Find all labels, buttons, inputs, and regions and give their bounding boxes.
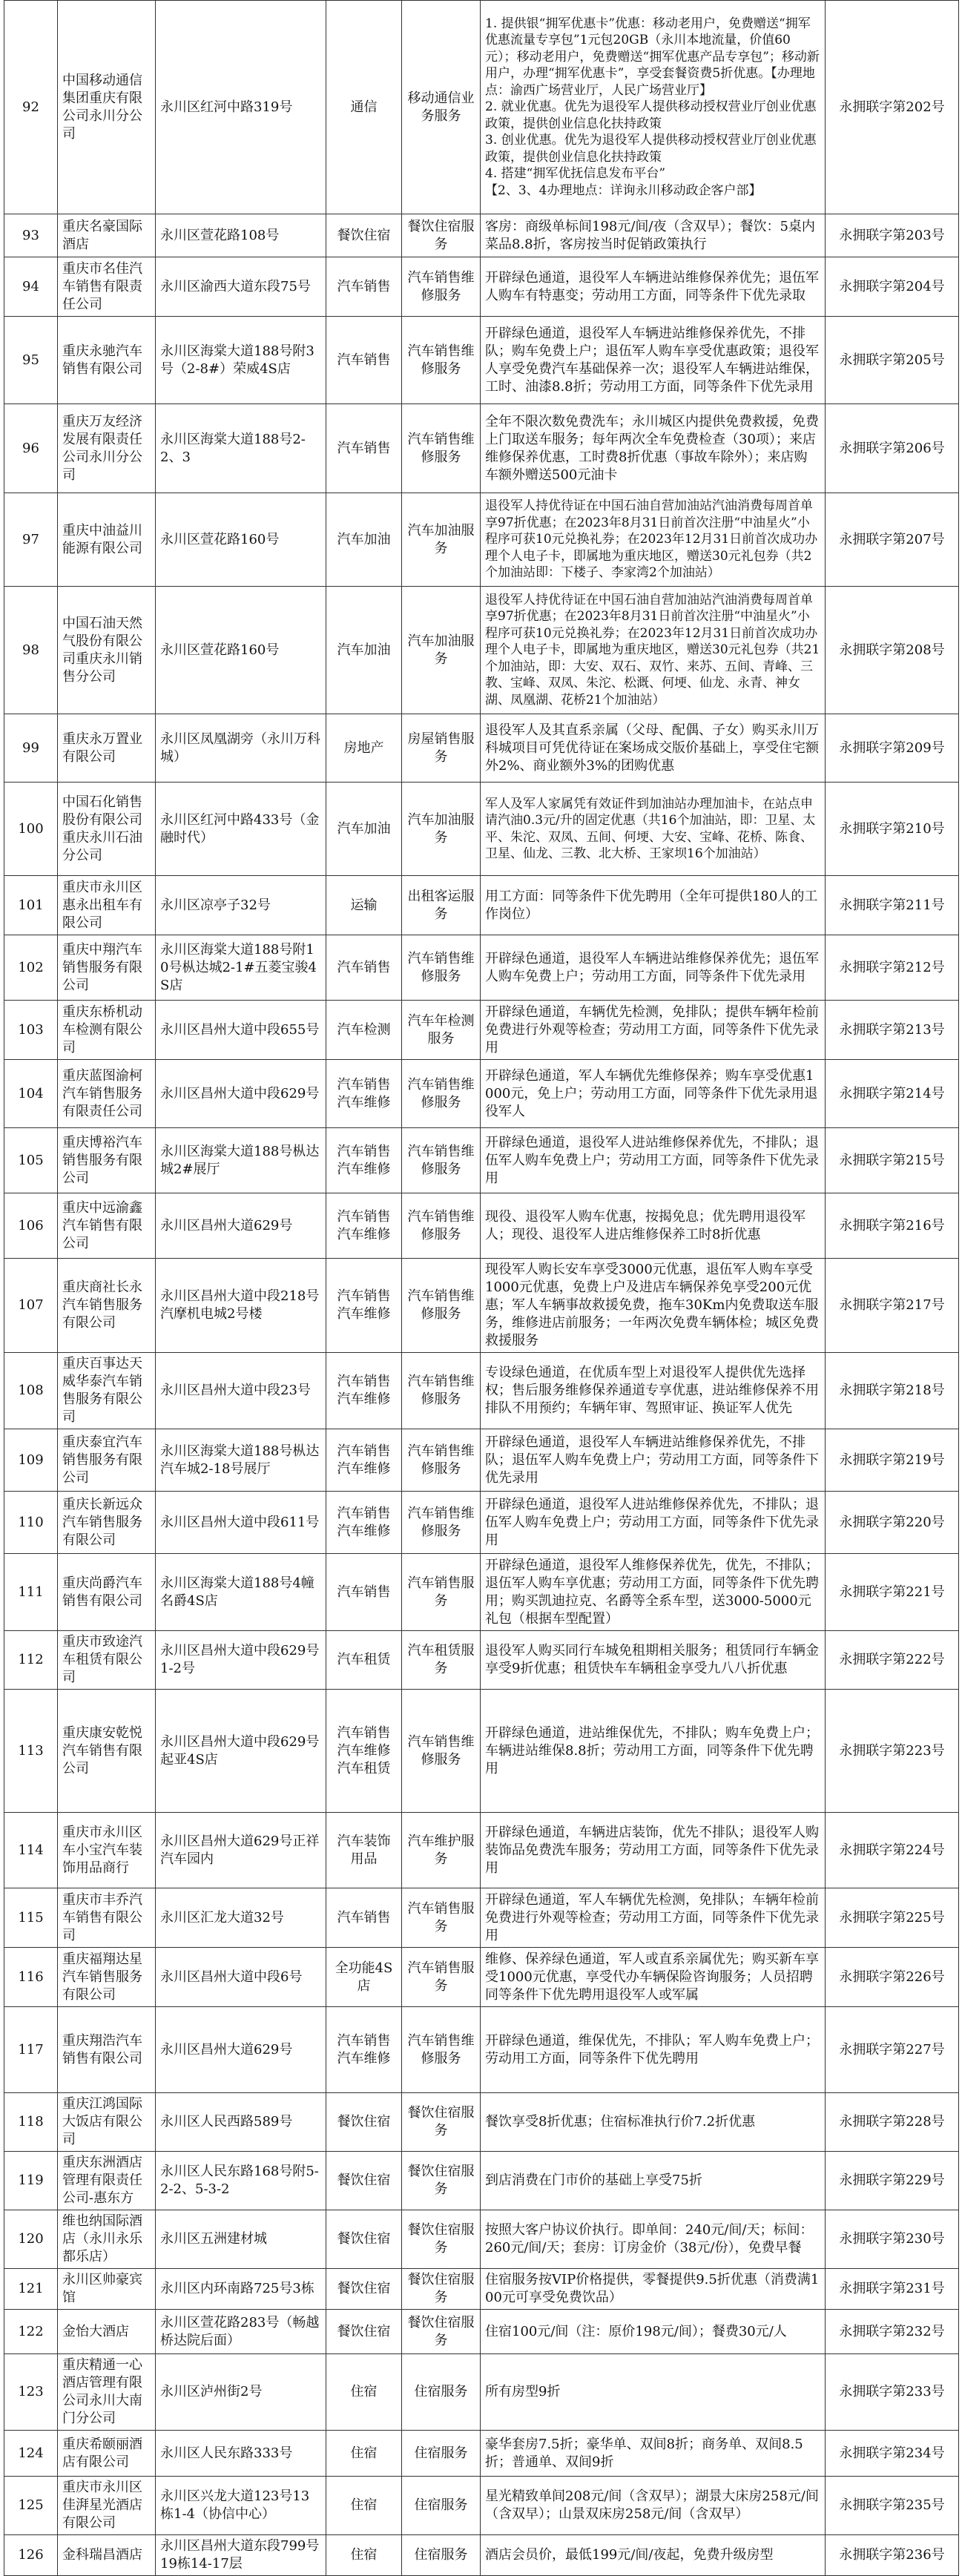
business-scope: 住宿服务 <box>402 2431 481 2477</box>
business-scope: 汽车加油服务 <box>402 493 481 587</box>
row-number: 94 <box>4 257 58 317</box>
preferential-content: 开辟绿色通道，进站维保优先，不排队；购车免费上户；车辆进站维保8.8折；劳动用工方面，同等条件下优先聘用 <box>481 1690 826 1813</box>
business-scope: 汽车销售维修服务 <box>402 1259 481 1353</box>
merchant-address: 永川区红河中路433号（金融时代） <box>156 783 326 876</box>
industry-category: 汽车加油 <box>326 587 402 714</box>
merchant-address: 永川区萱花路283号（畅越桥达院后面） <box>156 2310 326 2354</box>
merchant-name: 重庆翔浩汽车销售有限公司 <box>58 2007 156 2093</box>
table-row <box>4 404 959 493</box>
business-scope: 房屋销售服务 <box>402 714 481 783</box>
row-number: 123 <box>4 2354 58 2431</box>
merchant-address: 永川区海棠大道188号4幢名爵4S店 <box>156 1554 326 1631</box>
row-number: 102 <box>4 935 58 1001</box>
row-number: 125 <box>4 2477 58 2535</box>
alliance-code: 永拥联字第228号 <box>826 2093 959 2152</box>
merchant-address: 永川区昌州大道中段218号汽摩机电城2号楼 <box>156 1259 326 1353</box>
merchant-name: 重庆中翔汽车销售服务有限公司 <box>58 935 156 1001</box>
alliance-code: 永拥联字第217号 <box>826 1259 959 1353</box>
merchant-address: 永川区兴龙大道123号13栋1-4（协信中心） <box>156 2477 326 2535</box>
table-row <box>4 214 959 257</box>
table-row <box>4 1193 959 1259</box>
business-scope: 汽车销售维修服务 <box>402 1492 481 1554</box>
merchant-name: 重庆东洲酒店管理有限责任公司-惠东方 <box>58 2152 156 2210</box>
industry-category: 运输 <box>326 876 402 935</box>
merchant-name: 重庆永驰汽车销售有限公司 <box>58 317 156 404</box>
business-scope: 餐饮住宿服务 <box>402 2210 481 2269</box>
merchant-address: 永川区萱花路108号 <box>156 214 326 257</box>
table-row <box>4 2310 959 2354</box>
preferential-content: 开辟绿色通道，维保优先，不排队；军人购车免费上户；劳动用工方面，同等条件下优先聘用 <box>481 2007 826 2093</box>
alliance-code: 永拥联字第215号 <box>826 1128 959 1193</box>
merchant-name: 重庆长新远众汽车销售服务有限公司 <box>58 1492 156 1554</box>
row-number: 109 <box>4 1429 58 1492</box>
table-row <box>4 1888 959 1948</box>
merchant-address: 永川区渝西大道东段75号 <box>156 257 326 317</box>
merchant-address: 永川区人民东路168号附5-2-2、5-3-2 <box>156 2152 326 2210</box>
merchant-name: 重庆中远渝鑫汽车销售有限公司 <box>58 1193 156 1259</box>
merchant-name: 重庆永万置业有限公司 <box>58 714 156 783</box>
merchant-address: 永川区萱花路160号 <box>156 493 326 587</box>
preferential-content: 开辟绿色通道，军人车辆优先维修保养；购车享受优惠1000元，免上户；劳动用工方面，同等条件下优先录用退役军人 <box>481 1060 826 1128</box>
table-row <box>4 1813 959 1888</box>
table-row <box>4 1353 959 1429</box>
alliance-code: 永拥联字第225号 <box>826 1888 959 1948</box>
merchant-name: 中国移动通信集团重庆有限公司永川分公司 <box>58 1 156 214</box>
merchant-address: 永川区红河中路319号 <box>156 1 326 214</box>
merchant-table <box>4 0 959 2576</box>
row-number: 120 <box>4 2210 58 2269</box>
merchant-name: 重庆希颐丽酒店有限公司 <box>58 2431 156 2477</box>
table-row <box>4 587 959 714</box>
row-number: 105 <box>4 1128 58 1193</box>
business-scope: 汽车销售维修服务 <box>402 935 481 1001</box>
industry-category: 汽车销售汽车维修 <box>326 1060 402 1128</box>
industry-category: 餐饮住宿 <box>326 2093 402 2152</box>
industry-category: 汽车销售 <box>326 317 402 404</box>
business-scope: 汽车销售维修服务 <box>402 1429 481 1492</box>
merchant-name: 重庆名豪国际酒店 <box>58 214 156 257</box>
row-number: 107 <box>4 1259 58 1353</box>
alliance-code: 永拥联字第233号 <box>826 2354 959 2431</box>
merchant-address: 永川区人民东路333号 <box>156 2431 326 2477</box>
preferential-content: 开辟绿色通道，退役军人进站维修保养优先，不排队；退伍军人购车免费上户；劳动用工方面，同等条件下优先录用 <box>481 1128 826 1193</box>
row-number: 93 <box>4 214 58 257</box>
alliance-code: 永拥联字第224号 <box>826 1813 959 1888</box>
alliance-code: 永拥联字第203号 <box>826 214 959 257</box>
table-row <box>4 2269 959 2310</box>
business-scope: 汽车销售服务 <box>402 1948 481 2007</box>
table-row <box>4 493 959 587</box>
table-row <box>4 1060 959 1128</box>
industry-category: 汽车加油 <box>326 493 402 587</box>
merchant-name: 重庆万友经济发展有限责任公司永川分公司 <box>58 404 156 493</box>
alliance-code: 永拥联字第230号 <box>826 2210 959 2269</box>
table-row <box>4 1 959 214</box>
row-number: 108 <box>4 1353 58 1429</box>
industry-category: 汽车销售汽车维修 <box>326 1492 402 1554</box>
merchant-name: 重庆蓝图渝柯汽车销售服务有限责任公司 <box>58 1060 156 1128</box>
merchant-name: 中国石油天然气股份有限公司重庆永川销售分公司 <box>58 587 156 714</box>
business-scope: 汽车销售维修服务 <box>402 1128 481 1193</box>
row-number: 112 <box>4 1631 58 1690</box>
alliance-code: 永拥联字第202号 <box>826 1 959 214</box>
industry-category: 汽车装饰用品 <box>326 1813 402 1888</box>
merchant-name: 重庆市致途汽车租赁有限公司 <box>58 1631 156 1690</box>
preferential-content: 星光精致单间208元/间（含双早）；湖景大床房258元/间（含双早）；山景双床房258元/间（含双早） <box>481 2477 826 2535</box>
row-number: 92 <box>4 1 58 214</box>
preferential-content: 退役军人及其直系亲属（父母、配偶、子女）购买永川万科城项目可凭优待证在案场成交版价基础上，享受住宅额外2%、商业额外3%的团购优惠 <box>481 714 826 783</box>
industry-category: 餐饮住宿 <box>326 2152 402 2210</box>
industry-category: 汽车销售汽车维修 <box>326 1259 402 1353</box>
row-number: 114 <box>4 1813 58 1888</box>
merchant-name: 重庆博裕汽车销售服务有限公司 <box>58 1128 156 1193</box>
merchant-address: 永川区海棠大道188号附10号枞达城2-1#五菱宝骏4S店 <box>156 935 326 1001</box>
merchant-address: 永川区凤凰湖旁（永川万科城） <box>156 714 326 783</box>
merchant-address: 永川区昌州大道东段799号19栋14-17层 <box>156 2535 326 2576</box>
row-number: 100 <box>4 783 58 876</box>
preferential-content: 退役军人购买同行车城免租期相关服务；租赁同行车辆金享受9折优惠；租赁快车车辆租金享受九八八折优惠 <box>481 1631 826 1690</box>
table-row <box>4 1554 959 1631</box>
table-row <box>4 1429 959 1492</box>
alliance-code: 永拥联字第204号 <box>826 257 959 317</box>
industry-category: 餐饮住宿 <box>326 2310 402 2354</box>
row-number: 119 <box>4 2152 58 2210</box>
table-row <box>4 2210 959 2269</box>
merchant-address: 永川区昌州大道中段629号 <box>156 1060 326 1128</box>
preferential-content: 客房：商级单标间198元/间/夜（含双早）；餐饮：5桌内菜品8.8折，客房按当时促销政策执行 <box>481 214 826 257</box>
preferential-content: 开辟绿色通道，退役军人车辆进站维修保养优先，不排队；购车免费上户；退伍军人购车享受优惠政策；退役军人享受免费汽车基础保养一次；退役军人车辆进站维保，工时、油漆8.8折；劳动用工方面，同等条件下优先录用 <box>481 317 826 404</box>
alliance-code: 永拥联字第209号 <box>826 714 959 783</box>
table-row <box>4 2535 959 2576</box>
alliance-code: 永拥联字第207号 <box>826 493 959 587</box>
business-scope: 汽车销售维修服务 <box>402 1060 481 1128</box>
preferential-content: 1. 提供银“拥军优惠卡”优惠：移动老用户，免费赠送“拥军优惠流量专享包”1元包20GB（永川本地流量，价值60元）；移动老用户，免费赠送“拥军优惠产品专享包”；移动新用户，办理“拥军优惠卡”，享受套餐资费5折优惠。【办理地点：渝西广场营业厅，人民广场营业厅】 2. 就业优惠。优先为退役军人提供移动授权营业厅创业优惠政策，提供创业信息化扶持政策 3. 创业优惠。优先为退役军人提供移动授权营业厅创业优惠政策，提供创业信息化扶持政策 4. 搭建“拥军优抚信息发布平台” 【2、3、4办理地点：详询永川移动政企客户部】 <box>481 1 826 214</box>
merchant-name: 重庆福翔达星汽车销售服务有限公司 <box>58 1948 156 2007</box>
business-scope: 餐饮住宿服务 <box>402 214 481 257</box>
merchant-address: 永川区昌州大道中段611号 <box>156 1492 326 1554</box>
alliance-code: 永拥联字第231号 <box>826 2269 959 2310</box>
industry-category: 汽车销售 <box>326 1554 402 1631</box>
merchant-address: 永川区昌州大道中段655号 <box>156 1001 326 1060</box>
industry-category: 餐饮住宿 <box>326 214 402 257</box>
row-number: 118 <box>4 2093 58 2152</box>
merchant-name: 永川区帅豪宾馆 <box>58 2269 156 2310</box>
merchant-address: 永川区昌州大道629号正祥汽车园内 <box>156 1813 326 1888</box>
alliance-code: 永拥联字第229号 <box>826 2152 959 2210</box>
industry-category: 餐饮住宿 <box>326 2210 402 2269</box>
table-row <box>4 2152 959 2210</box>
industry-category: 餐饮住宿 <box>326 2269 402 2310</box>
merchant-name: 重庆东桥机动车检测有限公司 <box>58 1001 156 1060</box>
preferential-content: 开辟绿色通道，退役军人车辆进站维修保养优先；退伍军人购车有特惠变；劳动用工方面，同等条件下优先录取 <box>481 257 826 317</box>
merchant-name: 重庆泰宜汽车销售服务有限公司 <box>58 1429 156 1492</box>
row-number: 116 <box>4 1948 58 2007</box>
table-row <box>4 1492 959 1554</box>
table-row <box>4 1128 959 1193</box>
merchant-address: 永川区海棠大道188号枞达汽车城2-18号展厅 <box>156 1429 326 1492</box>
industry-category: 房地产 <box>326 714 402 783</box>
merchant-address: 永川区昌州大道中段6号 <box>156 1948 326 2007</box>
row-number: 101 <box>4 876 58 935</box>
preferential-content: 现役军人购长安车享受3000元优惠，退伍军人购车享受1000元优惠，免费上户及进店车辆保养免享受200元优惠；军人车辆事故救援免费，拖车30Km内免费取送车服务，维修进店前服务；一年两次免费车辆体检；城区免费救援服务 <box>481 1259 826 1353</box>
industry-category: 住宿 <box>326 2354 402 2431</box>
merchant-address: 永川区昌州大道中段629号起亚4S店 <box>156 1690 326 1813</box>
table-row <box>4 2007 959 2093</box>
row-number: 115 <box>4 1888 58 1948</box>
alliance-code: 永拥联字第211号 <box>826 876 959 935</box>
alliance-code: 永拥联字第232号 <box>826 2310 959 2354</box>
table-row <box>4 1948 959 2007</box>
merchant-name: 重庆市永川区惠永出租车有限公司 <box>58 876 156 935</box>
industry-category: 汽车销售 <box>326 404 402 493</box>
business-scope: 汽车销售服务 <box>402 1554 481 1631</box>
alliance-code: 永拥联字第222号 <box>826 1631 959 1690</box>
row-number: 126 <box>4 2535 58 2576</box>
merchant-name: 重庆江鸿国际大饭店有限公司 <box>58 2093 156 2152</box>
business-scope: 汽车年检测服务 <box>402 1001 481 1060</box>
alliance-code: 永拥联字第213号 <box>826 1001 959 1060</box>
table-row <box>4 2431 959 2477</box>
preferential-content: 酒店会员价，最低199元/间/夜起，免费升级房型 <box>481 2535 826 2576</box>
preferential-content: 维修、保养绿色通道，军人或直系亲属优先；购买新车享受1000元优惠，享受代办车辆保险咨询服务；人员招聘同等条件下优先聘用退役军人或军属 <box>481 1948 826 2007</box>
merchant-name: 重庆商社长永汽车销售服务有限公司 <box>58 1259 156 1353</box>
business-scope: 汽车销售维修服务 <box>402 1193 481 1259</box>
alliance-code: 永拥联字第223号 <box>826 1690 959 1813</box>
row-number: 124 <box>4 2431 58 2477</box>
preferential-content: 开辟绿色通道，车辆优先检测，免排队；提供车辆年检前免费进行外观等检查；劳动用工方面，同等条件下优先录用 <box>481 1001 826 1060</box>
preferential-content: 全年不限次数免费洗车；永川城区内提供免费救援，免费上门取送车服务；每年两次全车免费检查（30项）；来店维修保养优惠，工时费8折优惠（事故车除外）；来店购车额外赠送500元油卡 <box>481 404 826 493</box>
business-scope: 住宿服务 <box>402 2354 481 2431</box>
alliance-code: 永拥联字第221号 <box>826 1554 959 1631</box>
industry-category: 住宿 <box>326 2477 402 2535</box>
table-row <box>4 1631 959 1690</box>
merchant-address: 永川区凉亭子32号 <box>156 876 326 935</box>
business-scope: 住宿服务 <box>402 2535 481 2576</box>
industry-category: 汽车销售汽车维修 <box>326 1193 402 1259</box>
row-number: 98 <box>4 587 58 714</box>
preferential-content: 开辟绿色通道，车辆进店装饰，优先不排队；退役军人购装饰品免费洗车服务；劳动用工方面，同等条件下优先录用 <box>481 1813 826 1888</box>
alliance-code: 永拥联字第214号 <box>826 1060 959 1128</box>
alliance-code: 永拥联字第216号 <box>826 1193 959 1259</box>
industry-category: 汽车租赁 <box>326 1631 402 1690</box>
preferential-content: 餐饮享受8折优惠；住宿标准执行价7.2折优惠 <box>481 2093 826 2152</box>
industry-category: 通信 <box>326 1 402 214</box>
business-scope: 汽车销售维修服务 <box>402 257 481 317</box>
row-number: 97 <box>4 493 58 587</box>
merchant-name: 重庆中油益川能源有限公司 <box>58 493 156 587</box>
table-row <box>4 317 959 404</box>
business-scope: 移动通信业务服务 <box>402 1 481 214</box>
merchant-address: 永川区昌州大道中段629号1-2号 <box>156 1631 326 1690</box>
alliance-code: 永拥联字第210号 <box>826 783 959 876</box>
preferential-content: 开辟绿色通道，退役军人维修保养优先，优先，不排队；退伍军人购车享优惠；劳动用工方面，同等条件下优先聘用；购买凯迪拉克、名爵等全系车型，送3000-5000元礼包（根据车型配置） <box>481 1554 826 1631</box>
merchant-name: 重庆精通一心酒店管理有限公司永川大南门分公司 <box>58 2354 156 2431</box>
table-row <box>4 2354 959 2431</box>
preferential-content: 开辟绿色通道，军人车辆优先检测，免排队；车辆年检前免费进行外观等检查；劳动用工方面，同等条件下优先录用 <box>481 1888 826 1948</box>
preferential-content: 豪华套房7.5折；豪华单、双间8折；商务单、双间8.5折；普通单、双间9折 <box>481 2431 826 2477</box>
table-row <box>4 1259 959 1353</box>
alliance-code: 永拥联字第227号 <box>826 2007 959 2093</box>
preferential-content: 到店消费在门市价的基础上享受75折 <box>481 2152 826 2210</box>
row-number: 122 <box>4 2310 58 2354</box>
table-row <box>4 783 959 876</box>
row-number: 110 <box>4 1492 58 1554</box>
alliance-code: 永拥联字第220号 <box>826 1492 959 1554</box>
industry-category: 汽车销售 <box>326 1888 402 1948</box>
merchant-name: 重庆市丰乔汽车销售有限公司 <box>58 1888 156 1948</box>
alliance-code: 永拥联字第236号 <box>826 2535 959 2576</box>
row-number: 95 <box>4 317 58 404</box>
preferential-content: 开辟绿色通道，退役军人车辆进站维修保养优先；退伍军人购车免费上户；劳动用工方面，同等条件下优先录用 <box>481 935 826 1001</box>
table-row <box>4 876 959 935</box>
preferential-content: 退役军人持优待证在中国石油自营加油站汽油消费每周首单享97折优惠；在2023年8月31日前首次注册“中油星火”小程序可获10元兑换礼券；在2023年12月31日前首次成功办理个人电子卡，即属地为重庆地区，赠送30元礼包券（共2个加油站即：下楼子、李家湾2个加油站） <box>481 493 826 587</box>
business-scope: 汽车加油服务 <box>402 587 481 714</box>
industry-category: 汽车加油 <box>326 783 402 876</box>
row-number: 103 <box>4 1001 58 1060</box>
table-row <box>4 2477 959 2535</box>
industry-category: 汽车销售汽车维修汽车租赁 <box>326 1690 402 1813</box>
alliance-code: 永拥联字第226号 <box>826 1948 959 2007</box>
merchant-address: 永川区泸州街2号 <box>156 2354 326 2431</box>
merchant-name: 重庆百事达天威华泰汽车销售服务有限公司 <box>58 1353 156 1429</box>
table-row <box>4 1001 959 1060</box>
business-scope: 汽车销售维修服务 <box>402 1690 481 1813</box>
business-scope: 餐饮住宿服务 <box>402 2310 481 2354</box>
row-number: 96 <box>4 404 58 493</box>
business-scope: 住宿服务 <box>402 2477 481 2535</box>
alliance-code: 永拥联字第212号 <box>826 935 959 1001</box>
alliance-code: 永拥联字第205号 <box>826 317 959 404</box>
table-row <box>4 714 959 783</box>
merchant-address: 永川区内环南路725号3栋 <box>156 2269 326 2310</box>
industry-category: 住宿 <box>326 2431 402 2477</box>
merchant-address: 永川区昌州大道629号 <box>156 1193 326 1259</box>
preferential-content: 按照大客户协议价执行。即单间：240元/间/天；标间：260元/间/天；套房：订房金价（38元/份），免费早餐 <box>481 2210 826 2269</box>
business-scope: 汽车维护服务 <box>402 1813 481 1888</box>
row-number: 117 <box>4 2007 58 2093</box>
row-number: 121 <box>4 2269 58 2310</box>
business-scope: 汽车销售维修服务 <box>402 2007 481 2093</box>
row-number: 113 <box>4 1690 58 1813</box>
preferential-content: 住宿100元/间（注：原价198元/间）；餐费30元/人 <box>481 2310 826 2354</box>
alliance-code: 永拥联字第234号 <box>826 2431 959 2477</box>
business-scope: 汽车加油服务 <box>402 783 481 876</box>
merchant-address: 永川区五洲建材城 <box>156 2210 326 2269</box>
preferential-content: 住宿服务按VIP价格提供，零餐提供9.5折优惠（消费满100元可享受免费饮品） <box>481 2269 826 2310</box>
industry-category: 汽车销售汽车维修 <box>326 1429 402 1492</box>
industry-category: 汽车检测 <box>326 1001 402 1060</box>
industry-category: 汽车销售 <box>326 935 402 1001</box>
merchant-name: 重庆市名佳汽车销售有限责任公司 <box>58 257 156 317</box>
merchant-address: 永川区汇龙大道32号 <box>156 1888 326 1948</box>
alliance-code: 永拥联字第206号 <box>826 404 959 493</box>
industry-category: 汽车销售汽车维修 <box>326 1128 402 1193</box>
merchant-name: 重庆市永川区车小宝汽车装饰用品商行 <box>58 1813 156 1888</box>
preferential-content: 开辟绿色通道，退役军人车辆进站维修保养优先，不排队；退伍军人购车免费上户；劳动用工方面，同等条件下优先录用 <box>481 1429 826 1492</box>
preferential-content: 用工方面：同等条件下优先聘用（全年可提供180人的工作岗位） <box>481 876 826 935</box>
merchant-name: 重庆市永川区佳湃星光酒店有限公司 <box>58 2477 156 2535</box>
merchant-address: 永川区昌州大道629号 <box>156 2007 326 2093</box>
industry-category: 汽车销售汽车维修 <box>326 2007 402 2093</box>
table-body <box>4 1 959 2576</box>
merchant-address: 永川区萱花路160号 <box>156 587 326 714</box>
business-scope: 汽车销售维修服务 <box>402 1353 481 1429</box>
preferential-content: 退役军人持优待证在中国石油自营加油站汽油消费每周首单享97折优惠；在2023年8月31日前首次注册“中油星火”小程序可获10元兑换礼券；在2023年12月31日前首次成功办理个人电子卡，即属地为重庆地区，赠送30元礼包券（共21个加油站，即：大安、双石、双竹、来苏、五间、青峰、三教、宝峰、双凤、朱沱、松溉、何埂、仙龙、永青、神女湖、凤凰湖、花桥21个加油站） <box>481 587 826 714</box>
alliance-code: 永拥联字第218号 <box>826 1353 959 1429</box>
business-scope: 餐饮住宿服务 <box>402 2093 481 2152</box>
table-row <box>4 257 959 317</box>
row-number: 104 <box>4 1060 58 1128</box>
merchant-address: 永川区海棠大道188号2-2、3 <box>156 404 326 493</box>
business-scope: 餐饮住宿服务 <box>402 2152 481 2210</box>
merchant-address: 永川区海棠大道188号枞达城2#展厅 <box>156 1128 326 1193</box>
merchant-name: 金科瑞昌酒店 <box>58 2535 156 2576</box>
alliance-code: 永拥联字第208号 <box>826 587 959 714</box>
row-number: 99 <box>4 714 58 783</box>
row-number: 111 <box>4 1554 58 1631</box>
business-scope: 汽车销售服务 <box>402 1888 481 1948</box>
merchant-name: 中国石化销售股份有限公司重庆永川石油分公司 <box>58 783 156 876</box>
business-scope: 汽车销售维修服务 <box>402 317 481 404</box>
preferential-content: 专设绿色通道，在优质车型上对退役军人提供优先选择权；售后服务维修保养通道专享优惠，进站维修保养不用排队不用预约；车辆年审、驾照审证、换证军人优先 <box>481 1353 826 1429</box>
industry-category: 住宿 <box>326 2535 402 2576</box>
business-scope: 汽车租赁服务 <box>402 1631 481 1690</box>
merchant-name: 金怡大酒店 <box>58 2310 156 2354</box>
table-row <box>4 1690 959 1813</box>
preferential-content: 军人及军人家属凭有效证件到加油站办理加油卡，在站点申请汽油0.3元/升的固定优惠（共16个加油站，即：卫星、太平、朱沱、双凤、五间、何埂、大安、宝峰、花桥、陈食、卫星、仙龙、三教、北大桥、王家坝16个加油站） <box>481 783 826 876</box>
business-scope: 餐饮住宿服务 <box>402 2269 481 2310</box>
alliance-code: 永拥联字第219号 <box>826 1429 959 1492</box>
table-row <box>4 935 959 1001</box>
industry-category: 汽车销售汽车维修 <box>326 1353 402 1429</box>
merchant-address: 永川区人民西路589号 <box>156 2093 326 2152</box>
industry-category: 汽车销售 <box>326 257 402 317</box>
merchant-name: 维也纳国际酒店（永川永乐都乐店） <box>58 2210 156 2269</box>
table-row <box>4 2093 959 2152</box>
merchant-name: 重庆尚爵汽车销售有限公司 <box>58 1554 156 1631</box>
preferential-content: 开辟绿色通道，退役军人进站维修保养优先，不排队；退伍军人购车免费上户；劳动用工方面，同等条件下优先录用 <box>481 1492 826 1554</box>
business-scope: 出租客运服务 <box>402 876 481 935</box>
industry-category: 全功能4S店 <box>326 1948 402 2007</box>
row-number: 106 <box>4 1193 58 1259</box>
alliance-code: 永拥联字第235号 <box>826 2477 959 2535</box>
merchant-address: 永川区海棠大道188号附3号（2-8#）荣威4S店 <box>156 317 326 404</box>
merchant-name: 重庆康安乾悦汽车销售有限公司 <box>58 1690 156 1813</box>
preferential-content: 所有房型9折 <box>481 2354 826 2431</box>
business-scope: 汽车销售维修服务 <box>402 404 481 493</box>
preferential-content: 现役、退役军人购车优惠，按揭免息；优先聘用退役军人；现役、退役军人进店维修保养工时8折优惠 <box>481 1193 826 1259</box>
merchant-address: 永川区昌州大道中段23号 <box>156 1353 326 1429</box>
